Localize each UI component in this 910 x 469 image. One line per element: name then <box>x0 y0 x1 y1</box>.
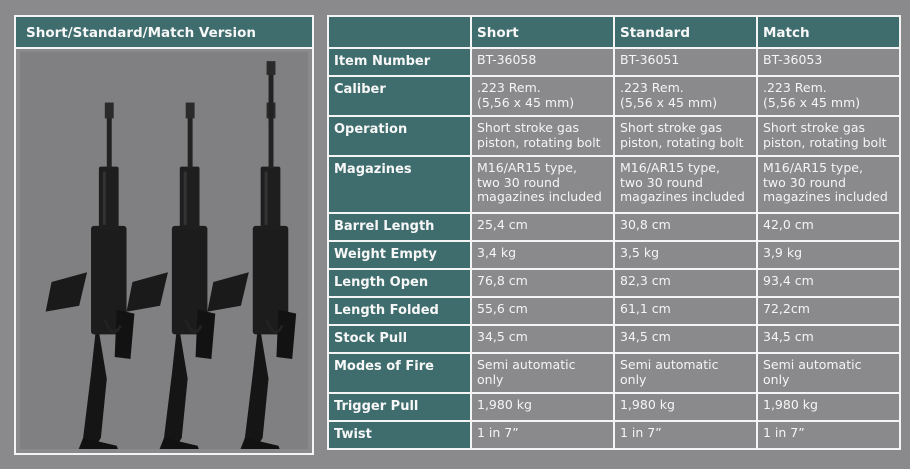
panel-title: Short/Standard/Match Version <box>16 17 312 49</box>
spec-cell: 1,980 kg <box>757 393 900 421</box>
row-label: Length Folded <box>328 297 471 325</box>
spec-cell: Short stroke gas piston, rotating bolt <box>614 116 757 156</box>
table-row <box>328 241 900 269</box>
table-row <box>328 48 900 76</box>
spec-cell: 93,4 cm <box>757 269 900 297</box>
table-row <box>328 76 900 116</box>
row-label: Caliber <box>328 76 471 116</box>
spec-cell: 25,4 cm <box>471 213 614 241</box>
spec-cell: 61,1 cm <box>614 297 757 325</box>
spec-cell: 3,5 kg <box>614 241 757 269</box>
spec-cell: Short stroke gas piston, rotating bolt <box>757 116 900 156</box>
spec-cell: 55,6 cm <box>471 297 614 325</box>
table-row <box>328 156 900 213</box>
table-row <box>328 213 900 241</box>
table-row <box>328 353 900 393</box>
spec-cell: 72,2cm <box>757 297 900 325</box>
spec-cell: 34,5 cm <box>471 325 614 353</box>
spec-cell: .223 Rem. (5,56 x 45 mm) <box>757 76 900 116</box>
table-row <box>328 393 900 421</box>
spec-cell: Semi automatic only <box>614 353 757 393</box>
spec-cell: M16/AR15 type, two 30 round magazines included <box>471 156 614 213</box>
row-label: Modes of Fire <box>328 353 471 393</box>
spec-cell: BT-36051 <box>614 48 757 76</box>
spec-cell: 1 in 7” <box>471 421 614 449</box>
spec-cell: Semi automatic only <box>757 353 900 393</box>
table-header-row <box>328 16 900 48</box>
column-header-match: Match <box>757 16 900 48</box>
spec-cell: 1,980 kg <box>614 393 757 421</box>
row-label: Trigger Pull <box>328 393 471 421</box>
row-label: Magazines <box>328 156 471 213</box>
spec-cell: M16/AR15 type, two 30 round magazines included <box>757 156 900 213</box>
spec-cell: .223 Rem. (5,56 x 45 mm) <box>614 76 757 116</box>
row-label: Length Open <box>328 269 471 297</box>
corner-cell <box>328 16 471 48</box>
row-label: Stock Pull <box>328 325 471 353</box>
table-row <box>328 325 900 353</box>
row-label: Barrel Length <box>328 213 471 241</box>
spec-cell: BT-36053 <box>757 48 900 76</box>
table-row <box>328 297 900 325</box>
spec-cell: 3,9 kg <box>757 241 900 269</box>
spec-cell: 34,5 cm <box>757 325 900 353</box>
spec-cell: Semi automatic only <box>471 353 614 393</box>
spec-cell: 1 in 7” <box>614 421 757 449</box>
column-header-short: Short <box>471 16 614 48</box>
spec-cell: 42,0 cm <box>757 213 900 241</box>
table-row <box>328 116 900 156</box>
row-label: Weight Empty <box>328 241 471 269</box>
spec-cell: 3,4 kg <box>471 241 614 269</box>
spec-cell: 1 in 7” <box>757 421 900 449</box>
column-header-standard: Standard <box>614 16 757 48</box>
spec-cell: 1,980 kg <box>471 393 614 421</box>
spec-cell: 34,5 cm <box>614 325 757 353</box>
spec-cell: 76,8 cm <box>471 269 614 297</box>
spec-table <box>327 15 901 450</box>
spec-cell: 82,3 cm <box>614 269 757 297</box>
spec-cell: BT-36058 <box>471 48 614 76</box>
product-image-panel <box>14 15 314 455</box>
spec-cell: .223 Rem. (5,56 x 45 mm) <box>471 76 614 116</box>
row-label: Twist <box>328 421 471 449</box>
table-row <box>328 269 900 297</box>
spec-cell: 30,8 cm <box>614 213 757 241</box>
row-label: Item Number <box>328 48 471 76</box>
spec-cell: Short stroke gas piston, rotating bolt <box>471 116 614 156</box>
rifle-versions-image <box>20 52 308 449</box>
table-row <box>328 421 900 449</box>
row-label: Operation <box>328 116 471 156</box>
spec-cell: M16/AR15 type, two 30 round magazines included <box>614 156 757 213</box>
